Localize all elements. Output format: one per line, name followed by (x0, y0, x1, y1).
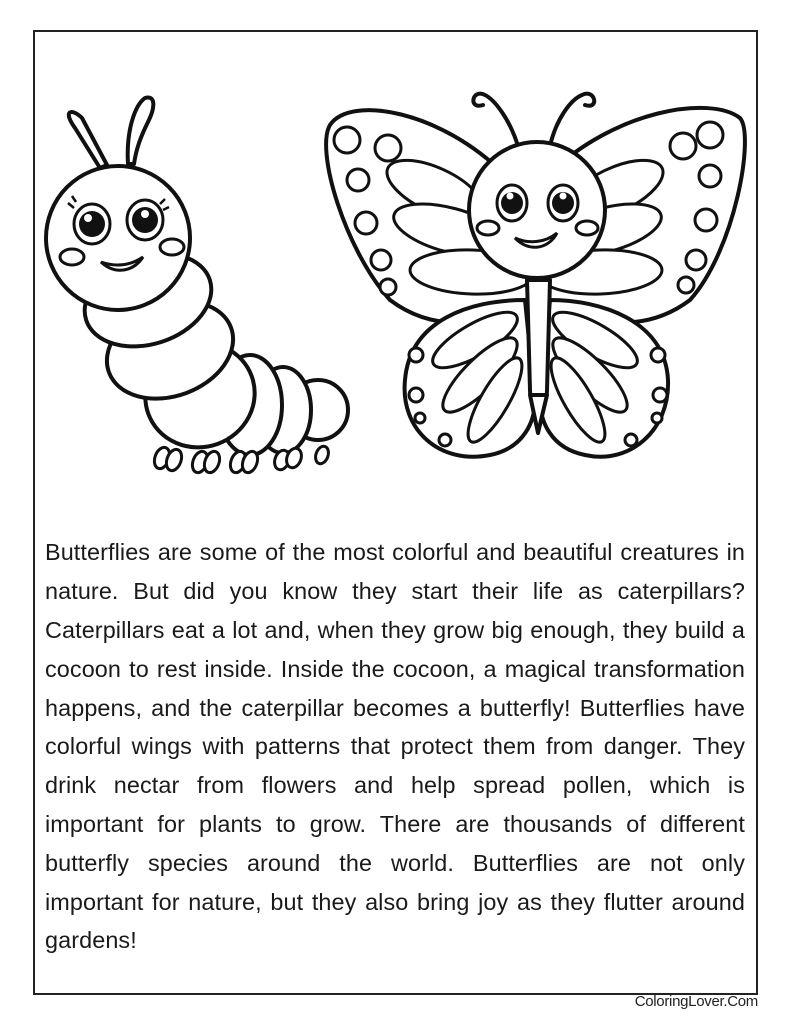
butterfly-illustration (326, 94, 745, 457)
educational-paragraph: Butterflies are some of the most colorful and beautiful creatures in nature. But did you know they start their life as caterpillars? Caterpillars eat a lot and, when they grow big enough, they build a cocoon to rest inside. Inside the cocoon, a magical transformation happens, and the caterpillar becomes a butterfly! Butterflies have colorful wings with patterns that protect them from danger. They drink nectar from flowers and help spread pollen, which is important for plants to grow. There are thousands of different butterfly species around the world. Butterflies are not only important for nature, but they also bring joy as they flutter around gardens! (45, 539, 745, 954)
caterpillar-illustration (46, 98, 348, 475)
site-watermark: ColoringLover.Com (634, 993, 758, 1010)
illustration-area (0, 0, 791, 500)
